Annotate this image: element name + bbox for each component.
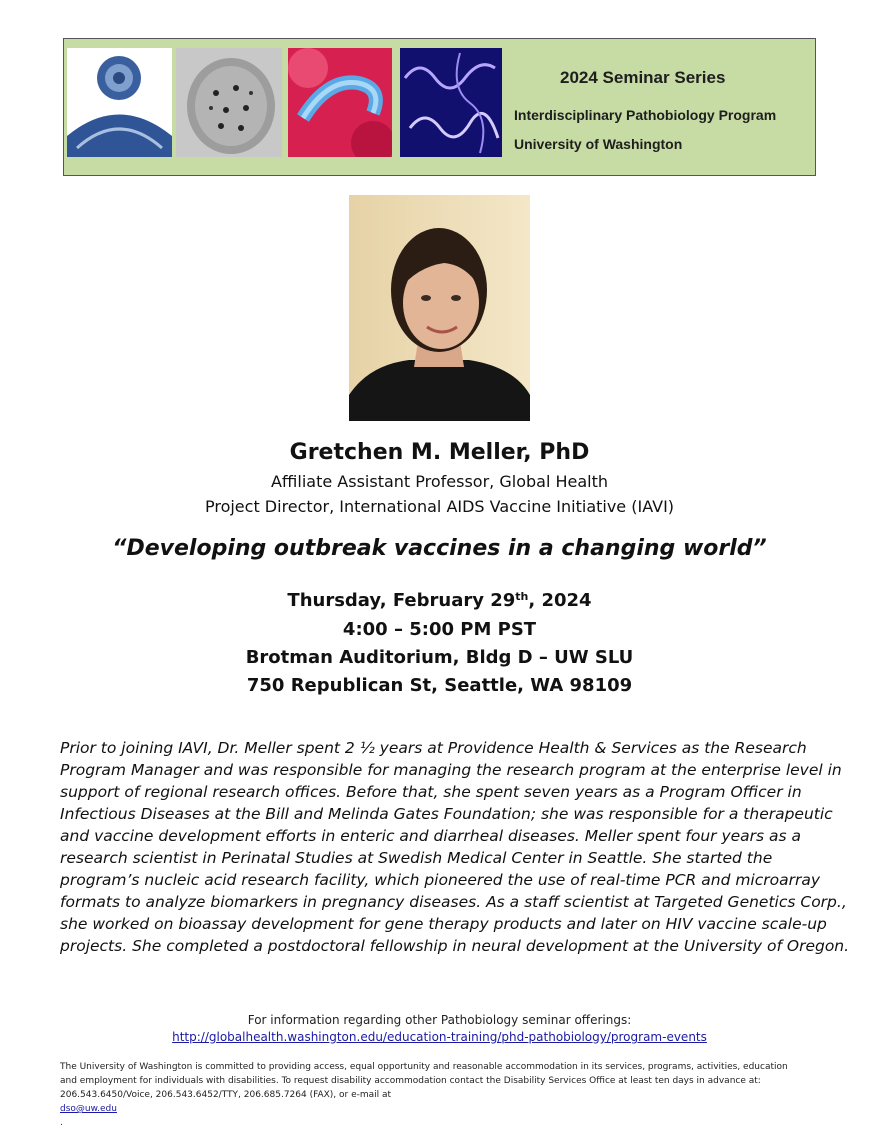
bio-line: support of regional research offices. Before that, she spent seven years as a Program Officer in xyxy=(60,783,802,801)
bio-line: projects. She completed a postdoctoral fellowship in neural development at the University of Oregon. xyxy=(60,937,850,955)
seminar-info-text: For information regarding other Pathobiology seminar offerings: xyxy=(247,1013,632,1027)
event-address: 750 Republican St, Seattle, WA 98109 xyxy=(246,675,633,696)
university-name: University of Washington xyxy=(514,136,683,152)
speaker-photo xyxy=(349,195,530,421)
notice-end: . xyxy=(60,1118,63,1128)
series-title: 2024 Seminar Series xyxy=(560,68,726,87)
program-events-link[interactable]: http://globalhealth.washington.edu/education-training/phd-pathobiology/program-events xyxy=(172,1030,707,1044)
speaker-name: Gretchen M. Meller, PhD xyxy=(289,440,590,465)
virus-particle-image xyxy=(67,48,172,157)
notice-contact-line xyxy=(60,1088,830,1130)
notice-line: and employment for individuals with disabilities. To request disability accommodation contact the Disability Services Office at least ten days in advance at: xyxy=(60,1076,761,1086)
talk-title: “Developing outbreak vaccines in a changing world” xyxy=(112,536,767,561)
banner-text-block xyxy=(514,39,809,175)
bio-line: Prior to joining IAVI, Dr. Meller spent 2 ½ years at Providence Health & Services as the Research xyxy=(60,739,807,757)
speaker-affiliation-1: Affiliate Assistant Professor, Global Health xyxy=(270,472,609,491)
bio-line: formats to analyze biomarkers in pregnancy diseases. As a staff scientist at Targeted Genetics Corp., xyxy=(60,893,847,911)
accessibility-notice xyxy=(60,1060,830,1130)
seminar-banner xyxy=(63,38,816,176)
notice-line: The University of Washington is committed to providing access, equal opportunity and reasonable accommodation in its services, programs, activities, education xyxy=(60,1062,788,1072)
event-venue: Brotman Auditorium, Bldg D – UW SLU xyxy=(245,647,634,668)
bio-line: she worked on bioassay development for gene therapy products and later on HIV vaccine scale-up xyxy=(60,915,827,933)
bacteria-image xyxy=(400,48,502,157)
dso-email-link[interactable]: dso@uw.edu xyxy=(60,1104,117,1114)
event-date xyxy=(0,590,879,611)
event-date-text: Thursday, February 29 xyxy=(287,590,516,611)
bio-line: and vaccine development efforts in enteric and diarrheal diseases. Meller spent four years as a xyxy=(60,827,802,845)
event-date-year: , 2024 xyxy=(528,590,592,611)
speaker-affiliation-2: Project Director, International AIDS Vaccine Initiative (IAVI) xyxy=(204,497,675,516)
cell-micrograph-image xyxy=(176,48,282,157)
bio-line: program’s nucleic acid research facility, which pioneered the use of real-time PCR and microarray xyxy=(60,871,821,889)
bio-line: Program Manager and was responsible for managing the research program at the enterprise level in xyxy=(60,761,842,779)
event-date-ordinal: th xyxy=(515,590,529,603)
bio-line: Infectious Diseases at the Bill and Melinda Gates Foundation; she was responsible for a therapeutic xyxy=(60,805,833,823)
bio-line: research scientist in Perinatal Studies at Swedish Medical Center in Seattle. She started the xyxy=(60,849,773,867)
event-time: 4:00 – 5:00 PM PST xyxy=(342,619,537,640)
speaker-bio xyxy=(60,737,850,957)
program-name: Interdisciplinary Pathobiology Program xyxy=(514,107,777,123)
parasite-blood-image xyxy=(288,48,392,157)
notice-contact: 206.543.6450/Voice, 206.543.6452/TTY, 206.685.7264 (FAX), or e-mail at xyxy=(60,1090,392,1100)
